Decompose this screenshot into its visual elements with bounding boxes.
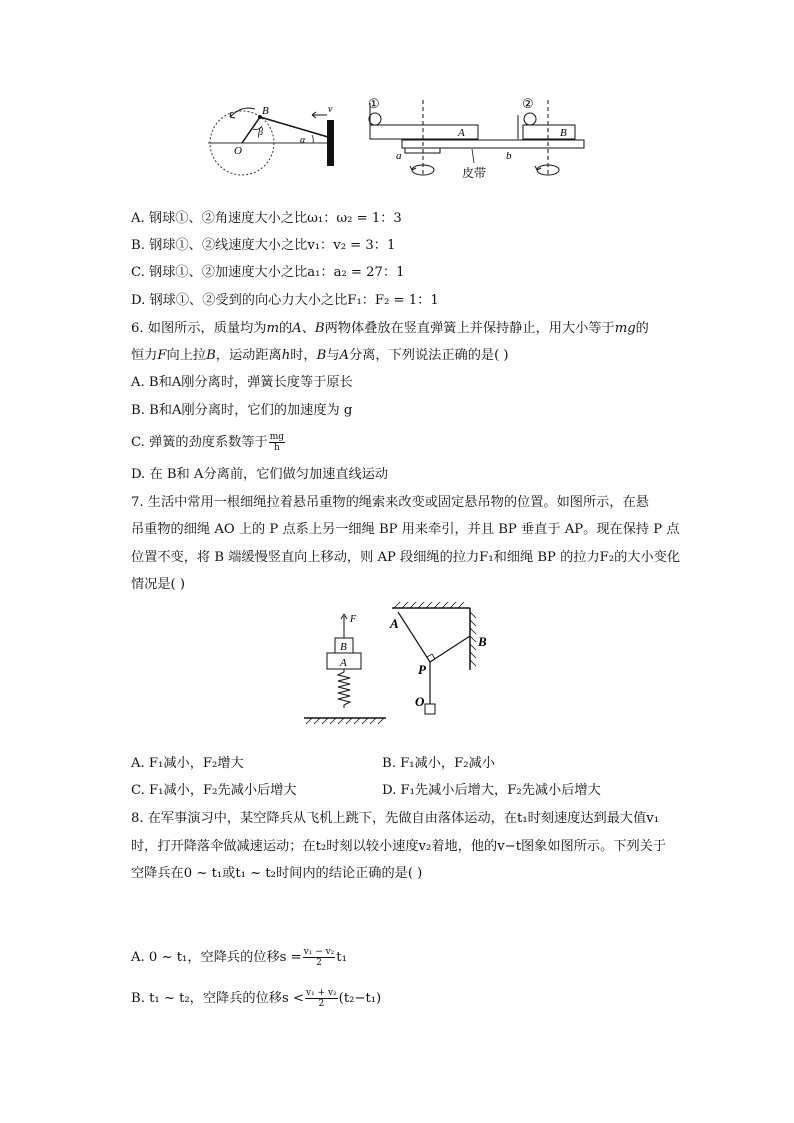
fig1-label-B2: B: [560, 127, 567, 139]
q8-option-a-fraction: $\frac{\text{v₁ − v₂}}{2}$: [303, 947, 335, 968]
q8-stem-line2: 时，打开降落伞做减速运动；在t₂时刻以较小速度v₂着地，他的v−t图象如图所示。下列关于: [131, 839, 667, 854]
fig1-label-B: B: [262, 105, 269, 117]
q6-option-d: D. 在 B和 A分离前，它们做匀加速直线运动: [131, 467, 389, 482]
fig1-label-2: ②: [522, 96, 534, 111]
q7-option-d: D. F₁先减小后增大，F₂先减小后增大: [382, 783, 601, 798]
fig1-label-b: b: [506, 150, 512, 162]
fig3-label-O: O: [415, 694, 425, 709]
fig3-label-P: P: [418, 662, 426, 677]
q6-option-b: B. B和A刚分离时，它们的加速度为 g: [131, 403, 353, 418]
fig1-label-a: a: [396, 150, 402, 162]
q7-stem-line4: 情况是( ): [131, 577, 186, 592]
q7-stem-line2: 吊重物的细绳 AO 上的 P 点系上另一细绳 BP 用来牵引，并且 BP 垂直于 AP。现在保持 P 点: [131, 522, 680, 537]
fig2-label-F: F: [350, 614, 357, 625]
fig3-label-B: B: [478, 634, 487, 649]
belt-transmission-diagram: [368, 96, 584, 180]
fig1-label-A: A: [458, 127, 465, 139]
q7-option-b: B. F₁减小，F₂减小: [382, 756, 495, 771]
fig1-label-1: ①: [368, 96, 380, 111]
fig1-label-beta: β: [258, 127, 263, 138]
fig3-label-A: A: [390, 616, 399, 631]
q7-option-a: A. F₁减小，F₂增大: [131, 756, 244, 771]
figure-rotation-belt: [200, 95, 600, 190]
q5-option-d: D. 钢球①、②受到的向心力大小之比F₁：F₂ = 1：1: [131, 293, 439, 308]
figure-rope-pulley: [384, 600, 496, 720]
fig1-label-v: v: [328, 104, 333, 115]
q8-option-b-fraction: $\frac{\text{v₁ + v₂}}{2}$: [306, 988, 337, 1009]
figure-spring-blocks: [300, 608, 390, 728]
fig2-label-A: A: [340, 657, 347, 669]
circle-rod-diagram: [208, 104, 334, 175]
q5-option-b: B. 钢球①、②线速度大小之比v₁：v₂ = 3：1: [131, 238, 396, 253]
q8-stem-line1: 8. 在军事演习中，某空降兵从飞机上跳下，先做自由落体运动，在t₁时刻速度达到最大值v₁: [131, 811, 660, 826]
q7-option-c: C. F₁减小，F₂先减小后增大: [131, 783, 297, 798]
fig1-label-belt: 皮带: [462, 166, 487, 180]
q6-option-a: A. B和A刚分离时，弹簧长度等于原长: [131, 375, 353, 390]
fig1-label-alpha: α: [300, 135, 306, 146]
q8-option-a: A. 0 ~ t₁，空降兵的位移s = $\frac{\text{v₁ − v₂}}{2}$ t₁: [131, 947, 347, 968]
q5-option-a: A. 钢球①、②角速度大小之比ω₁：ω₂ = 1：3: [131, 211, 402, 226]
q6-option-c: C. 弹簧的劲度系数等于 $\frac{mg}{h}$: [131, 432, 284, 453]
q6-stem-line1: 6. 如图所示，质量均为m的A、B两物体叠放在竖直弹簧上并保持静止，用大小等于mg的: [131, 321, 649, 336]
q6-option-c-fraction: $\frac{mg}{h}$: [269, 432, 284, 453]
q6-stem-line2: 恒力F向上拉B，运动距离h时，B与A分离，下列说法正确的是( ): [131, 348, 509, 363]
q8-stem-line3: 空降兵在0 ~ t₁或t₁ ~ t₂时间内的结论正确的是( ): [131, 866, 423, 881]
q7-stem-line3: 位置不变，将 B 端缓慢竖直向上移动，则 AP 段细绳的拉力F₁和细绳 BP 的拉力F₂的大小变化: [131, 550, 681, 565]
q5-option-c: C. 钢球①、②加速度大小之比a₁：a₂ = 27：1: [131, 265, 405, 280]
q8-option-b: B. t₁ ~ t₂，空降兵的位移s < $\frac{\text{v₁ + v₂}}{2}$ (t₂−t₁): [131, 988, 382, 1009]
fig1-label-O: O: [234, 145, 242, 157]
q7-stem-line1: 7. 生活中常用一根细绳拉着悬吊重物的绳索来改变或固定悬吊物的位置。如图所示，在悬: [131, 495, 649, 510]
fig2-label-B: B: [340, 641, 347, 653]
